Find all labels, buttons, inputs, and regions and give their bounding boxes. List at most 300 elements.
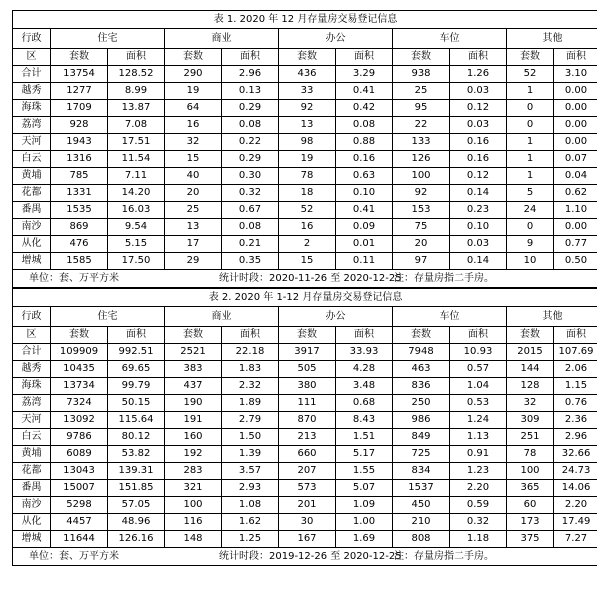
table-footnote	[13, 270, 597, 288]
table-cell: 1	[507, 134, 554, 151]
table-cell: 160	[165, 429, 222, 446]
table-cell: 29	[165, 253, 222, 270]
district-name: 海珠	[13, 378, 51, 395]
note-remark: 注：存量房指二手房。	[394, 550, 494, 562]
table-cell: 4.28	[336, 361, 393, 378]
table-cell: 660	[279, 446, 336, 463]
table-cell: 0.76	[554, 395, 597, 412]
sub-header: 面积	[554, 327, 597, 344]
table-cell: 52	[279, 202, 336, 219]
table-cell: 0.00	[554, 134, 597, 151]
table-row	[13, 134, 597, 151]
table-cell: 938	[393, 66, 450, 83]
table-cell: 126.16	[108, 531, 165, 548]
table-cell: 0.63	[336, 168, 393, 185]
table-cell: 40	[165, 168, 222, 185]
table-row	[13, 66, 597, 83]
table-cell: 0.29	[222, 100, 279, 117]
table-cell: 0.22	[222, 134, 279, 151]
table-cell: 14.06	[554, 480, 597, 497]
sub-header: 套数	[393, 49, 450, 66]
district-name: 增城	[13, 531, 51, 548]
table-cell: 14.20	[108, 185, 165, 202]
table-cell: 986	[393, 412, 450, 429]
table-cell: 1.69	[336, 531, 393, 548]
table-cell: 3.48	[336, 378, 393, 395]
district-name: 从化	[13, 514, 51, 531]
table-cell: 18	[279, 185, 336, 202]
district-name: 越秀	[13, 361, 51, 378]
table-cell: 5.07	[336, 480, 393, 497]
table-row	[13, 378, 597, 395]
table-cell: 1943	[51, 134, 108, 151]
table-cell: 251	[507, 429, 554, 446]
table-cell: 1.00	[336, 514, 393, 531]
district-name: 白云	[13, 429, 51, 446]
table-cell: 1.39	[222, 446, 279, 463]
table-cell: 2.06	[554, 361, 597, 378]
table-cell: 992.51	[108, 344, 165, 361]
table-cell: 5	[507, 185, 554, 202]
table-cell: 13734	[51, 378, 108, 395]
table-cell: 2	[279, 236, 336, 253]
sub-header: 面积	[108, 49, 165, 66]
header-group: 住宅	[51, 307, 165, 327]
table-cell: 1585	[51, 253, 108, 270]
table-cell: 191	[165, 412, 222, 429]
table-row	[13, 168, 597, 185]
table-cell: 53.82	[108, 446, 165, 463]
table-cell: 13.87	[108, 100, 165, 117]
table-cell: 375	[507, 531, 554, 548]
table-cell: 139.31	[108, 463, 165, 480]
table-cell: 7324	[51, 395, 108, 412]
sub-header: 套数	[51, 49, 108, 66]
table-cell: 13092	[51, 412, 108, 429]
table-cell: 476	[51, 236, 108, 253]
district-name: 天河	[13, 134, 51, 151]
table-cell: 3917	[279, 344, 336, 361]
district-name: 番禺	[13, 480, 51, 497]
table-cell: 0.62	[554, 185, 597, 202]
table-cell: 2521	[165, 344, 222, 361]
table-cell: 7.08	[108, 117, 165, 134]
sub-header: 面积	[336, 327, 393, 344]
table-cell: 2.32	[222, 378, 279, 395]
tables-container	[12, 10, 594, 566]
table-cell: 52	[507, 66, 554, 83]
header-row-top	[13, 307, 597, 327]
table-cell: 1.15	[554, 378, 597, 395]
table-cell: 9.54	[108, 219, 165, 236]
table-cell: 0.11	[336, 253, 393, 270]
table-cell: 0.08	[222, 219, 279, 236]
table-cell: 436	[279, 66, 336, 83]
table-cell: 1.10	[554, 202, 597, 219]
district-name: 增城	[13, 253, 51, 270]
table-cell: 2.93	[222, 480, 279, 497]
table-row	[13, 202, 597, 219]
table-cell: 33	[279, 83, 336, 100]
table-cell: 505	[279, 361, 336, 378]
table-cell: 0.67	[222, 202, 279, 219]
table-cell: 0.03	[450, 117, 507, 134]
table-cell: 15007	[51, 480, 108, 497]
header-group: 办公	[279, 307, 393, 327]
table-cell: 290	[165, 66, 222, 83]
sub-header: 套数	[279, 49, 336, 66]
table-cell: 1331	[51, 185, 108, 202]
district-name: 合计	[13, 66, 51, 83]
sub-header: 套数	[393, 327, 450, 344]
table-cell: 92	[279, 100, 336, 117]
table-cell: 97	[393, 253, 450, 270]
header-group: 其他	[507, 29, 597, 49]
district-name: 黄埔	[13, 168, 51, 185]
table-cell: 116	[165, 514, 222, 531]
table-cell: 1.83	[222, 361, 279, 378]
table-cell: 207	[279, 463, 336, 480]
table-cell: 15	[279, 253, 336, 270]
table-cell: 0.08	[336, 117, 393, 134]
table-cell: 111	[279, 395, 336, 412]
table-cell: 100	[165, 497, 222, 514]
table-row	[13, 480, 597, 497]
table-cell: 1.89	[222, 395, 279, 412]
table-cell: 283	[165, 463, 222, 480]
table-cell: 849	[393, 429, 450, 446]
table-cell: 133	[393, 134, 450, 151]
district-name: 越秀	[13, 83, 51, 100]
table-cell: 321	[165, 480, 222, 497]
table-cell: 0.13	[222, 83, 279, 100]
table-cell: 250	[393, 395, 450, 412]
table-cell: 16	[165, 117, 222, 134]
table-cell: 50.15	[108, 395, 165, 412]
table-cell: 30	[279, 514, 336, 531]
table-cell: 1.26	[450, 66, 507, 83]
header-district-suffix: 区	[13, 327, 51, 344]
table-cell: 0.16	[450, 151, 507, 168]
table-cell: 0.14	[450, 185, 507, 202]
district-name: 南沙	[13, 497, 51, 514]
table-cell: 1.50	[222, 429, 279, 446]
table-cell: 0.21	[222, 236, 279, 253]
district-name: 荔湾	[13, 117, 51, 134]
table-cell: 2.79	[222, 412, 279, 429]
table-cell: 5.17	[336, 446, 393, 463]
table-cell: 0.77	[554, 236, 597, 253]
table-cell: 0.35	[222, 253, 279, 270]
table-cell: 173	[507, 514, 554, 531]
table-cell: 13043	[51, 463, 108, 480]
table-row	[13, 429, 597, 446]
table-cell: 10	[507, 253, 554, 270]
table-cell: 15	[165, 151, 222, 168]
table-cell: 0.00	[554, 83, 597, 100]
sub-header: 面积	[108, 327, 165, 344]
table-cell: 2.20	[554, 497, 597, 514]
table-row	[13, 412, 597, 429]
table-cell: 16.03	[108, 202, 165, 219]
table-cell: 0.08	[222, 117, 279, 134]
table-cell: 1316	[51, 151, 108, 168]
table-cell: 22	[393, 117, 450, 134]
table-cell: 2.96	[554, 429, 597, 446]
table-cell: 99.79	[108, 378, 165, 395]
table-cell: 48.96	[108, 514, 165, 531]
table-cell: 115.64	[108, 412, 165, 429]
table-cell: 3.10	[554, 66, 597, 83]
table-cell: 148	[165, 531, 222, 548]
table-cell: 167	[279, 531, 336, 548]
table-cell: 69.65	[108, 361, 165, 378]
table-row	[13, 83, 597, 100]
table-cell: 869	[51, 219, 108, 236]
note-remark: 注：存量房指二手房。	[394, 272, 494, 284]
table-cell: 20	[165, 185, 222, 202]
table-cell: 151.85	[108, 480, 165, 497]
table-cell: 20	[393, 236, 450, 253]
table-cell: 57.05	[108, 497, 165, 514]
table-cell: 0.07	[554, 151, 597, 168]
table-row	[13, 344, 597, 361]
table-cell: 785	[51, 168, 108, 185]
table-cell: 0.01	[336, 236, 393, 253]
table-cell: 0.41	[336, 83, 393, 100]
table-cell: 2015	[507, 344, 554, 361]
sub-header: 套数	[279, 327, 336, 344]
table-footnote	[13, 548, 597, 566]
table-cell: 383	[165, 361, 222, 378]
table-cell: 1.09	[336, 497, 393, 514]
district-name: 天河	[13, 412, 51, 429]
table-cell: 0.30	[222, 168, 279, 185]
table-row	[13, 236, 597, 253]
sub-header: 套数	[507, 49, 554, 66]
table-cell: 0.16	[450, 134, 507, 151]
table-cell: 25	[165, 202, 222, 219]
table-cell: 1537	[393, 480, 450, 497]
table-cell: 10.93	[450, 344, 507, 361]
table-cell: 201	[279, 497, 336, 514]
district-name: 合计	[13, 344, 51, 361]
table-cell: 213	[279, 429, 336, 446]
table-cell: 7948	[393, 344, 450, 361]
table-cell: 870	[279, 412, 336, 429]
table-cell: 17.51	[108, 134, 165, 151]
table-cell: 80.12	[108, 429, 165, 446]
table-cell: 100	[507, 463, 554, 480]
header-district: 行政	[13, 307, 51, 327]
table-cell: 32.66	[554, 446, 597, 463]
table-row	[13, 497, 597, 514]
table-cell: 0.00	[554, 117, 597, 134]
table-cell: 928	[51, 117, 108, 134]
table-cell: 1.18	[450, 531, 507, 548]
note-unit: 单位：套、万平方米	[29, 272, 119, 284]
table-cell: 725	[393, 446, 450, 463]
table-cell: 0.88	[336, 134, 393, 151]
district-name: 南沙	[13, 219, 51, 236]
table-cell: 0.14	[450, 253, 507, 270]
table-cell: 3.29	[336, 66, 393, 83]
table-cell: 19	[279, 151, 336, 168]
table-cell: 2.20	[450, 480, 507, 497]
header-group: 住宅	[51, 29, 165, 49]
table-cell: 75	[393, 219, 450, 236]
sub-header: 面积	[222, 49, 279, 66]
sub-header: 面积	[450, 327, 507, 344]
table-cell: 0.32	[450, 514, 507, 531]
table-cell: 808	[393, 531, 450, 548]
table-cell: 0.59	[450, 497, 507, 514]
district-name: 白云	[13, 151, 51, 168]
table-cell: 4457	[51, 514, 108, 531]
data-table-1	[12, 10, 597, 288]
table-cell: 573	[279, 480, 336, 497]
district-name: 从化	[13, 236, 51, 253]
district-name: 荔湾	[13, 395, 51, 412]
table-cell: 6089	[51, 446, 108, 463]
table-row	[13, 185, 597, 202]
table-cell: 22.18	[222, 344, 279, 361]
table-cell: 0.42	[336, 100, 393, 117]
table-cell: 1709	[51, 100, 108, 117]
table-cell: 1.23	[450, 463, 507, 480]
table-row	[13, 514, 597, 531]
table-cell: 7.27	[554, 531, 597, 548]
district-name: 花都	[13, 463, 51, 480]
table-cell: 1.04	[450, 378, 507, 395]
table-cell: 0	[507, 219, 554, 236]
table-cell: 78	[507, 446, 554, 463]
table-cell: 78	[279, 168, 336, 185]
table-cell: 24	[507, 202, 554, 219]
table-cell: 2.96	[222, 66, 279, 83]
note-period: 统计时段：2020-11-26 至 2020-12-25	[219, 272, 402, 284]
table-cell: 92	[393, 185, 450, 202]
table-cell: 17.50	[108, 253, 165, 270]
table-cell: 0.00	[554, 100, 597, 117]
note-period: 统计时段：2019-12-26 至 2020-12-25	[219, 550, 402, 562]
table-cell: 153	[393, 202, 450, 219]
table-cell: 17	[165, 236, 222, 253]
table-cell: 32	[165, 134, 222, 151]
data-table-2	[12, 288, 597, 566]
table-cell: 0.53	[450, 395, 507, 412]
table-cell: 0.03	[450, 236, 507, 253]
table-cell: 1.62	[222, 514, 279, 531]
table-cell: 25	[393, 83, 450, 100]
table-row	[13, 395, 597, 412]
header-group: 车位	[393, 29, 507, 49]
table-cell: 1535	[51, 202, 108, 219]
table-cell: 836	[393, 378, 450, 395]
table-cell: 834	[393, 463, 450, 480]
table-cell: 16	[279, 219, 336, 236]
note-unit: 单位：套、万平方米	[29, 550, 119, 562]
sub-header: 面积	[450, 49, 507, 66]
table-cell: 450	[393, 497, 450, 514]
table-cell: 33.93	[336, 344, 393, 361]
table-cell: 13	[279, 117, 336, 134]
table-cell: 128.52	[108, 66, 165, 83]
table-cell: 0.68	[336, 395, 393, 412]
sub-header: 面积	[336, 49, 393, 66]
table-cell: 0.23	[450, 202, 507, 219]
header-group: 商业	[165, 307, 279, 327]
document-page	[12, 10, 594, 566]
table-cell: 365	[507, 480, 554, 497]
table-cell: 1.51	[336, 429, 393, 446]
table-cell: 32	[507, 395, 554, 412]
table-caption: 表 1. 2020 年 12 月存量房交易登记信息	[13, 11, 597, 29]
table-cell: 9	[507, 236, 554, 253]
table-cell: 210	[393, 514, 450, 531]
header-group: 其他	[507, 307, 597, 327]
table-row	[13, 100, 597, 117]
table-cell: 98	[279, 134, 336, 151]
table-row	[13, 446, 597, 463]
table-cell: 1277	[51, 83, 108, 100]
table-cell: 95	[393, 100, 450, 117]
table-cell: 309	[507, 412, 554, 429]
table-cell: 0.03	[450, 83, 507, 100]
table-cell: 190	[165, 395, 222, 412]
sub-header: 面积	[222, 327, 279, 344]
table-cell: 17.49	[554, 514, 597, 531]
header-row-sub	[13, 49, 597, 66]
table-cell: 1.08	[222, 497, 279, 514]
table-cell: 1	[507, 83, 554, 100]
district-name: 花都	[13, 185, 51, 202]
table-cell: 60	[507, 497, 554, 514]
table-cell: 9786	[51, 429, 108, 446]
table-cell: 107.69	[554, 344, 597, 361]
table-cell: 11644	[51, 531, 108, 548]
table-cell: 0.32	[222, 185, 279, 202]
table-cell: 0.91	[450, 446, 507, 463]
header-row-sub	[13, 327, 597, 344]
sub-header: 面积	[554, 49, 597, 66]
table-cell: 0.50	[554, 253, 597, 270]
table-cell: 0.10	[336, 185, 393, 202]
table-row	[13, 151, 597, 168]
table-cell: 0.09	[336, 219, 393, 236]
table-cell: 0.12	[450, 168, 507, 185]
table-cell: 64	[165, 100, 222, 117]
table-cell: 5298	[51, 497, 108, 514]
table-cell: 1.25	[222, 531, 279, 548]
table-row	[13, 117, 597, 134]
table-cell: 3.57	[222, 463, 279, 480]
table-cell: 24.73	[554, 463, 597, 480]
table-cell: 0.16	[336, 151, 393, 168]
table-cell: 0.10	[450, 219, 507, 236]
sub-header: 套数	[51, 327, 108, 344]
table-cell: 0	[507, 100, 554, 117]
table-cell: 0.04	[554, 168, 597, 185]
table-cell: 144	[507, 361, 554, 378]
header-group: 车位	[393, 307, 507, 327]
table-cell: 128	[507, 378, 554, 395]
sub-header: 套数	[165, 49, 222, 66]
table-cell: 0.29	[222, 151, 279, 168]
table-cell: 437	[165, 378, 222, 395]
table-cell: 463	[393, 361, 450, 378]
table-cell: 2.36	[554, 412, 597, 429]
